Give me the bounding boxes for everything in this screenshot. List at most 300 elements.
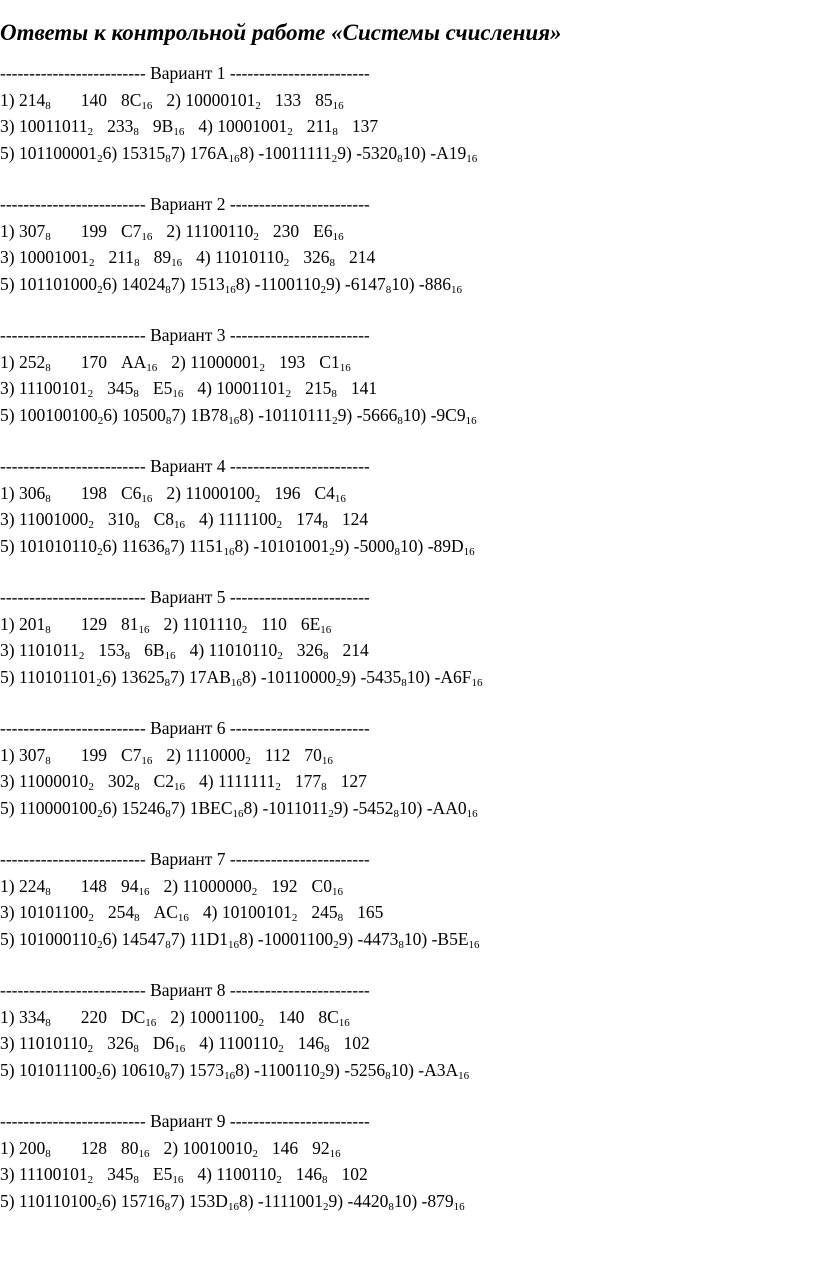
answer-value: 5) $101100001_2$ — [0, 142, 103, 165]
answer-value: $81_{16}$ — [120, 613, 150, 636]
base-subscript: 16 — [339, 361, 351, 374]
base-subscript: 8 — [134, 912, 140, 924]
base-subscript: 16 — [463, 545, 475, 558]
base-subscript: 2 — [285, 388, 292, 400]
base-subscript: 16 — [224, 1069, 236, 1082]
answer-value: $233_8$ — [107, 116, 139, 138]
answer-value: 3) $11100101_2$ — [0, 1164, 94, 1186]
base-subscript: 16 — [453, 1200, 465, 1213]
answer-value: 170 — [80, 351, 107, 372]
variant-block — [0, 191, 800, 297]
variant-header: ------------------------- Вариант 2 ------------------------ — [0, 194, 370, 214]
base-subscript: 16 — [458, 1069, 470, 1082]
answer-value: 110 — [261, 613, 287, 634]
base-subscript: 2 — [87, 388, 94, 400]
base-subscript: 16 — [172, 388, 184, 400]
answer-value: 8) $-10110111_2$ — [239, 404, 338, 427]
answer-value: 4) $1100110_2$ — [197, 1164, 282, 1186]
base-subscript: 8 — [329, 257, 335, 269]
answer-line — [0, 271, 800, 298]
variant-header: ------------------------- Вариант 6 ------------------------ — [0, 718, 370, 738]
base-subscript: 8 — [134, 257, 140, 269]
answer-value: 2) $1101110_2$ — [163, 613, 248, 636]
base-subscript: 2 — [258, 1016, 265, 1029]
answer-value: 1) $307_8$ — [0, 744, 51, 767]
answer-line — [0, 742, 800, 769]
base-subscript: 8 — [164, 676, 171, 689]
variant-block — [0, 584, 800, 690]
variant-block — [0, 1108, 800, 1214]
answer-value: 2) $10010010_2$ — [163, 1137, 258, 1160]
answer-value: 5) $101000110_2$ — [0, 928, 103, 951]
answer-value: $146_8$ — [297, 1033, 330, 1055]
answer-value: 3) $11001000_2$ — [0, 509, 94, 531]
base-subscript: 8 — [165, 414, 172, 427]
answer-value: 9) $-5256_8$ — [325, 1059, 391, 1082]
base-subscript: 16 — [230, 676, 242, 689]
base-subscript: 8 — [388, 1200, 394, 1213]
base-subscript: 16 — [174, 1043, 186, 1055]
answer-value: 7) $1B78_{16}$ — [171, 404, 240, 427]
answer-value: 3) $10011011_2$ — [0, 116, 94, 138]
answer-value: 4) $10001001_2$ — [198, 116, 293, 138]
base-subscript: 2 — [87, 1043, 94, 1055]
base-subscript: 8 — [323, 1043, 330, 1055]
answer-value: 9) $-4473_8$ — [338, 928, 404, 951]
answer-value: 6) $15246_8$ — [102, 797, 171, 820]
answer-line — [0, 926, 800, 953]
answer-value: 5) $110101101_2$ — [0, 666, 102, 689]
answer-value: $C7_{16}$ — [120, 220, 153, 243]
answer-line — [0, 1004, 800, 1031]
answer-value: 2) $1110000_2$ — [166, 744, 251, 767]
answer-value: 8) $-10101001_2$ — [234, 535, 335, 558]
base-subscript: 2 — [96, 676, 102, 689]
answer-value: 124 — [341, 509, 369, 529]
base-subscript: 2 — [253, 230, 259, 243]
answer-line — [0, 506, 800, 533]
base-subscript: 16 — [141, 230, 153, 243]
variant-block — [0, 846, 800, 952]
base-subscript: 2 — [336, 676, 342, 689]
answer-value: 5) $110110100_2$ — [0, 1190, 102, 1213]
base-subscript: 8 — [134, 781, 140, 793]
variant-header: ------------------------- Вариант 8 ------------------------ — [0, 980, 370, 1000]
answer-line — [0, 375, 800, 402]
answer-value: 1) $334_8$ — [0, 1006, 51, 1029]
answer-value: 133 — [274, 89, 302, 110]
base-subscript: 2 — [87, 126, 94, 138]
answer-value: 10) $-886_{16}$ — [391, 273, 463, 296]
answer-value: 3) $1101011_2$ — [0, 640, 85, 662]
variant-block — [0, 715, 800, 821]
answer-line — [0, 664, 800, 691]
answer-line — [0, 873, 800, 900]
answer-line — [0, 795, 800, 822]
base-subscript: 8 — [45, 885, 51, 898]
answer-value: 5) $110000100_2$ — [0, 797, 103, 820]
base-subscript: 16 — [146, 361, 158, 374]
base-subscript: 16 — [332, 230, 344, 243]
answer-value: $D6_{16}$ — [152, 1033, 186, 1055]
base-subscript: 2 — [259, 361, 266, 374]
answer-value: 214 — [342, 640, 369, 660]
answer-value: $94_{16}$ — [120, 875, 150, 898]
base-subscript: 16 — [228, 152, 240, 165]
base-subscript: 8 — [124, 650, 131, 662]
base-subscript: 2 — [323, 1200, 329, 1213]
answer-line — [0, 1161, 800, 1188]
answer-value: 192 — [271, 875, 298, 896]
base-subscript: 8 — [165, 807, 171, 820]
answer-value: 220 — [80, 1006, 107, 1027]
answer-value: 4) $10001101_2$ — [197, 378, 292, 400]
answer-value: 214 — [348, 247, 376, 267]
base-subscript: 16 — [138, 623, 150, 636]
variant-block — [0, 60, 800, 166]
answer-value: 5) $101010110_2$ — [0, 535, 103, 558]
answer-value: 199 — [80, 744, 107, 765]
answer-value: 1) $252_8$ — [0, 351, 51, 374]
answer-value: 7) $11D1_{16}$ — [170, 928, 239, 951]
answer-value: 8) $-1011011_2$ — [243, 797, 334, 820]
answer-value: $174_8$ — [296, 509, 328, 531]
answer-value: 2) $10000101_2$ — [166, 89, 261, 112]
answer-value: 1) $200_8$ — [0, 1137, 51, 1160]
answer-value: $AC_{16}$ — [153, 902, 189, 924]
base-subscript: 8 — [165, 152, 171, 165]
answer-value: 8) $-10011111_2$ — [239, 142, 338, 165]
answer-value: 6) $15716_8$ — [101, 1190, 171, 1213]
answer-value: 102 — [343, 1033, 370, 1053]
answer-value: $DC_{16}$ — [120, 1006, 157, 1029]
answer-value: $C1_{16}$ — [319, 351, 351, 374]
answer-value: $E6_{16}$ — [313, 220, 344, 243]
answer-value: 3) $11010110_2$ — [0, 1033, 94, 1055]
answer-value: 198 — [80, 482, 107, 503]
variant-block — [0, 322, 800, 428]
base-subscript: 8 — [323, 650, 329, 662]
base-subscript: 8 — [45, 1147, 51, 1160]
answer-line — [0, 768, 800, 795]
answer-value: 10) $-879_{16}$ — [393, 1190, 465, 1213]
base-subscript: 16 — [141, 99, 153, 112]
base-subscript: 2 — [291, 912, 298, 924]
answer-line — [0, 1057, 800, 1084]
answer-value: 10) $-9C9_{16}$ — [402, 404, 477, 427]
answer-value: $92_{16}$ — [312, 1137, 341, 1160]
answer-line — [0, 1135, 800, 1162]
answer-value: $C7_{16}$ — [120, 744, 153, 767]
answer-value: 2) $11000100_2$ — [166, 482, 261, 505]
answer-value: $153_8$ — [98, 640, 131, 662]
base-subscript: 8 — [397, 152, 403, 165]
answer-value: 7) $1BEC_{16}$ — [170, 797, 244, 820]
answer-value: $215_8$ — [305, 378, 337, 400]
base-subscript: 2 — [252, 1147, 258, 1160]
answer-line — [0, 349, 800, 376]
answer-value: 7) $1513_{16}$ — [170, 273, 236, 296]
base-subscript: 16 — [174, 781, 185, 793]
answer-value: $C0_{16}$ — [311, 875, 343, 898]
base-subscript: 8 — [133, 126, 139, 138]
answer-value: 2) $11000000_2$ — [163, 875, 258, 898]
base-subscript: 16 — [465, 414, 477, 427]
answer-value: 193 — [279, 351, 306, 372]
base-subscript: 8 — [45, 361, 51, 374]
answer-value: 140 — [80, 89, 107, 110]
answer-value: 9) $-5452_8$ — [333, 797, 400, 820]
answer-value: $326_8$ — [303, 247, 335, 269]
base-subscript: 2 — [332, 414, 338, 427]
answer-value: 102 — [341, 1164, 368, 1184]
base-subscript: 2 — [88, 781, 94, 793]
base-subscript: 16 — [466, 807, 478, 820]
base-subscript: 16 — [332, 99, 344, 112]
base-subscript: 16 — [171, 257, 183, 269]
answer-value: 10) $-B5E_{16}$ — [403, 928, 480, 951]
base-subscript: 2 — [88, 912, 94, 924]
answer-value: 4) $1111100_2$ — [199, 509, 283, 531]
base-subscript: 2 — [97, 938, 103, 951]
base-subscript: 2 — [241, 623, 248, 636]
base-subscript: 2 — [255, 99, 261, 112]
answer-value: $310_8$ — [107, 509, 140, 531]
answer-value: $AA_{16}$ — [120, 351, 158, 374]
base-subscript: 2 — [333, 938, 339, 951]
answer-line — [0, 611, 800, 638]
answer-value: $8C_{16}$ — [318, 1006, 350, 1029]
answer-line — [0, 87, 800, 114]
answer-value: 137 — [351, 116, 379, 136]
answer-value: 7) $1151_{16}$ — [170, 535, 235, 558]
base-subscript: 16 — [177, 912, 189, 924]
base-subscript: 8 — [133, 1043, 139, 1055]
answer-value: 7) $17AB_{16}$ — [170, 666, 242, 689]
base-subscript: 16 — [468, 938, 480, 951]
answer-value: 9) $-5000_8$ — [334, 535, 400, 558]
answer-value: 165 — [357, 902, 384, 922]
answer-value: 2) $11000001_2$ — [171, 351, 266, 374]
answer-value: 2) $11100110_2$ — [166, 220, 259, 243]
answer-value: 4) $1100110_2$ — [199, 1033, 284, 1055]
answer-value: 9) $-5435_8$ — [341, 666, 407, 689]
base-subscript: 16 — [141, 754, 153, 767]
base-subscript: 16 — [172, 1174, 184, 1186]
base-subscript: 16 — [224, 283, 236, 296]
answer-value: 6) $13625_8$ — [101, 666, 171, 689]
answer-line — [0, 637, 800, 664]
base-subscript: 16 — [338, 1016, 350, 1029]
answer-value: 10) $-89D_{16}$ — [400, 535, 475, 558]
answer-line — [0, 218, 800, 245]
base-subscript: 16 — [232, 807, 244, 820]
answer-value: $245_8$ — [311, 902, 344, 924]
answer-value: 5) $100100100_2$ — [0, 404, 104, 427]
base-subscript: 16 — [138, 885, 150, 898]
base-subscript: 8 — [397, 414, 403, 427]
answer-value: 6) $14547_8$ — [102, 928, 171, 951]
base-subscript: 16 — [321, 754, 333, 767]
answer-value: 9) $-6147_8$ — [325, 273, 392, 296]
base-subscript: 8 — [45, 492, 51, 505]
base-subscript: 2 — [277, 650, 283, 662]
base-subscript: 8 — [331, 388, 337, 400]
answer-value: $8C_{16}$ — [120, 89, 153, 112]
answer-value: 6) $14024_8$ — [102, 273, 171, 296]
answer-value: 4) $10100101_2$ — [202, 902, 298, 924]
base-subscript: 8 — [134, 519, 140, 531]
answer-value: $89_{16}$ — [153, 247, 183, 269]
answer-value: 8) $-1100110_2$ — [235, 1059, 326, 1082]
base-subscript: 2 — [328, 807, 334, 820]
answer-line — [0, 480, 800, 507]
base-subscript: 16 — [331, 885, 343, 898]
answer-value: 7) $1573_{16}$ — [170, 1059, 236, 1082]
base-subscript: 16 — [451, 283, 463, 296]
base-subscript: 16 — [228, 414, 240, 427]
base-subscript: 8 — [164, 1200, 171, 1213]
answer-value: $6E_{16}$ — [300, 613, 332, 636]
answer-value: 6) $15315_8$ — [102, 142, 171, 165]
base-subscript: 16 — [145, 1016, 157, 1029]
base-subscript: 16 — [329, 1147, 341, 1160]
base-subscript: 16 — [173, 126, 185, 138]
variant-header: ------------------------- Вариант 1 ------------------------ — [0, 63, 370, 83]
answer-line — [0, 402, 800, 429]
base-subscript: 2 — [287, 126, 293, 138]
answer-value: $9B_{16}$ — [152, 116, 185, 138]
answer-value: 1) $224_8$ — [0, 875, 51, 898]
answer-value: $177_8$ — [294, 771, 327, 793]
answer-value: $85_{16}$ — [315, 89, 344, 112]
answer-value: 8) $-1111001_2$ — [238, 1190, 329, 1213]
answer-value: 9) $-5320_8$ — [337, 142, 403, 165]
answer-value: 5) $101101000_2$ — [0, 273, 103, 296]
base-subscript: 8 — [322, 1174, 328, 1186]
base-subscript: 2 — [88, 257, 95, 269]
base-subscript: 8 — [393, 807, 400, 820]
base-subscript: 16 — [164, 650, 176, 662]
answer-value: 10) $-A6F_{16}$ — [406, 666, 483, 689]
answer-line — [0, 1188, 800, 1215]
answer-line — [0, 1030, 800, 1057]
answer-line — [0, 113, 800, 140]
base-subscript: 16 — [471, 676, 483, 689]
answer-value: $E5_{16}$ — [152, 1164, 184, 1186]
answer-value: 3) $10101100_2$ — [0, 902, 94, 924]
answer-value: 140 — [278, 1006, 305, 1027]
answer-value: 4) $11010110_2$ — [189, 640, 283, 662]
answer-value: $345_8$ — [107, 378, 139, 400]
answer-value: 8) $-1100110_2$ — [235, 273, 326, 296]
base-subscript: 16 — [138, 1147, 150, 1160]
answer-line — [0, 244, 800, 271]
variant-header: ------------------------- Вариант 9 ------------------------ — [0, 1111, 370, 1131]
answer-value: $C4_{16}$ — [314, 482, 346, 505]
answer-value: $E5_{16}$ — [152, 378, 184, 400]
page-title: Ответы к контрольной работе «Системы счисления» — [0, 20, 562, 45]
answer-value: $C2_{16}$ — [153, 771, 185, 793]
base-subscript: 2 — [331, 152, 338, 165]
base-subscript: 2 — [283, 257, 290, 269]
answer-value: 6) $10500_8$ — [103, 404, 172, 427]
answer-value: 127 — [340, 771, 367, 791]
answer-value: 1) $306_8$ — [0, 482, 51, 505]
base-subscript: 16 — [466, 152, 478, 165]
answer-value: 7) $176A_{16}$ — [170, 142, 240, 165]
variant-header: ------------------------- Вариант 4 ------------------------ — [0, 456, 370, 476]
answer-value: $211_8$ — [306, 116, 338, 138]
answer-value: 8) $-10110000_2$ — [241, 666, 342, 689]
answer-value: $C6_{16}$ — [120, 482, 153, 505]
answer-line — [0, 140, 800, 167]
answer-value: 5) $101011100_2$ — [0, 1059, 102, 1082]
base-subscript: 2 — [320, 283, 326, 296]
base-subscript: 8 — [398, 938, 404, 951]
answer-value: 3) $11100101_2$ — [0, 378, 94, 400]
answer-value: $80_{16}$ — [120, 1137, 150, 1160]
answer-value: 10) $-A19_{16}$ — [402, 142, 478, 165]
base-subscript: 8 — [165, 938, 171, 951]
answer-value: 4) $11010110_2$ — [196, 247, 290, 269]
answer-value: 2) $10001100_2$ — [170, 1006, 265, 1029]
answer-value: $146_8$ — [295, 1164, 328, 1186]
answer-value: $70_{16}$ — [304, 744, 333, 767]
answer-value: 9) $-5666_8$ — [337, 404, 403, 427]
base-subscript: 8 — [45, 99, 51, 112]
answer-value: 4) $1111111_2$ — [199, 771, 281, 793]
answer-value: 196 — [274, 482, 301, 503]
base-subscript: 2 — [97, 152, 103, 165]
variant-header: ------------------------- Вариант 7 ------------------------ — [0, 849, 370, 869]
answer-value: $326_8$ — [296, 640, 329, 662]
base-subscript: 8 — [394, 545, 400, 558]
base-subscript: 16 — [141, 492, 153, 505]
base-subscript: 8 — [385, 283, 392, 296]
base-subscript: 2 — [254, 492, 261, 505]
base-subscript: 16 — [227, 938, 239, 951]
answer-value: 148 — [80, 875, 107, 896]
base-subscript: 2 — [97, 414, 104, 427]
answer-value: 112 — [264, 744, 291, 765]
base-subscript: 8 — [332, 126, 338, 138]
base-subscript: 8 — [165, 283, 171, 296]
answer-value: 1) $214_8$ — [0, 89, 51, 112]
base-subscript: 8 — [45, 623, 51, 636]
answer-value: 141 — [350, 378, 378, 398]
base-subscript: 16 — [223, 545, 235, 558]
answer-value: 6) $11636_8$ — [102, 535, 171, 558]
answer-value: $C8_{16}$ — [153, 509, 185, 531]
base-subscript: 2 — [245, 754, 251, 767]
variant-block — [0, 453, 800, 559]
variant-header: ------------------------- Вариант 3 ------------------------ — [0, 325, 370, 345]
base-subscript: 2 — [276, 519, 283, 531]
base-subscript: 8 — [322, 519, 328, 531]
base-subscript: 2 — [97, 283, 103, 296]
base-subscript: 2 — [275, 781, 281, 793]
variant-block — [0, 977, 800, 1083]
answer-value: 8) $-10001100_2$ — [238, 928, 339, 951]
base-subscript: 16 — [174, 519, 185, 531]
base-subscript: 16 — [227, 1200, 239, 1213]
base-subscript: 8 — [385, 1069, 391, 1082]
base-subscript: 8 — [45, 754, 51, 767]
answer-line — [0, 899, 800, 926]
base-subscript: 2 — [78, 650, 85, 662]
answer-value: $254_8$ — [107, 902, 140, 924]
